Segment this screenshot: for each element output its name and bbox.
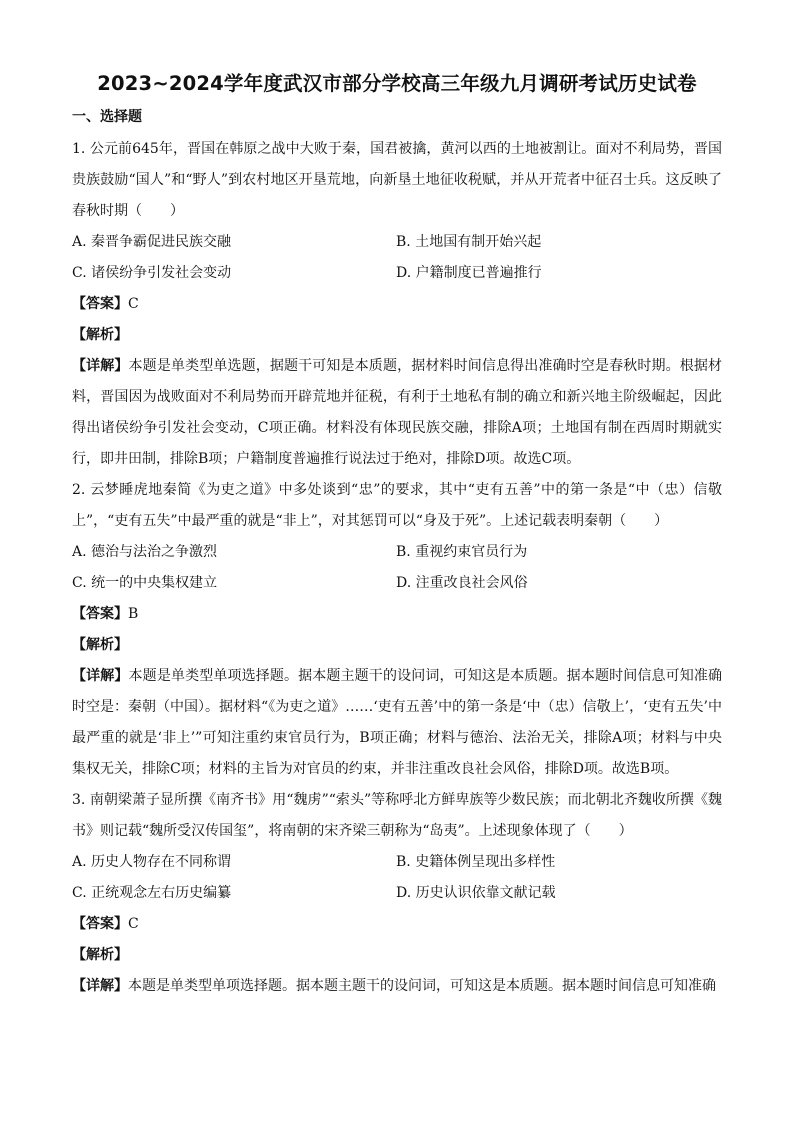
detail-tag: 【详解】: [72, 358, 129, 374]
option-a: A. 历史人物存在不同称谓: [72, 854, 232, 870]
exam-title: 2023~2024学年度武汉市部分学校高三年级九月调研考试历史试卷: [97, 72, 697, 95]
detail-paragraph: [72, 661, 722, 785]
option-d: D. 户籍制度已普遍推行: [396, 265, 542, 281]
option-b: B. 史籍体例呈现出多样性: [396, 854, 556, 870]
question-stem: 1. 公元前645年，晋国在韩原之战中大败于秦，国君被擒，黄河以西的土地被割让。面对不利局势，晋国贵族鼓励“国人”和“野人”到农村地区开垦荒地，向新垦土地征收税赋，并从开荒者中征召士兵。这反映了春秋时期（ ）: [72, 141, 722, 219]
analysis-tag: 【解析】: [72, 327, 128, 343]
option-d: D. 历史认识依靠文献记载: [396, 885, 556, 901]
option-c: C. 正统观念左右历史编纂: [72, 885, 232, 901]
question-2: [72, 475, 722, 785]
option-d: D. 注重改良社会风俗: [396, 575, 528, 591]
question-stem: 3. 南朝梁萧子显所撰《南齐书》用“魏虏”“索头”等称呼北方鲜卑族等少数民族；而北朝北齐魏收所撰《魏书》则记载“魏所受汉传国玺”，将南朝的宋齐梁三朝称为“岛夷”。上述现象体现了（ ）: [72, 792, 722, 839]
answer-tag: 【答案】: [72, 606, 128, 622]
detail-text: 本题是单类型单项选择题。据本题主题干的设问词，可知这是本质题。据本题时间信息可知准确时空是：秦朝（中国）。据材料“《为吏之道》……‘吏有五善’中的第一条是‘中（忠）信敬上’，‘吏有五失’中最严重的就是‘非上’”可知注重约束官员行为，B项正确；材料与德治、法治无关，排除A项；材料与中央集权无关，排除C项；材料的主旨为对官员的约束，并非注重改良社会风俗，排除D项。故选B项。: [72, 668, 723, 777]
option-a: A. 德治与法治之争激烈: [72, 544, 218, 560]
option-b: B. 土地国有制开始兴起: [396, 234, 542, 250]
options: [72, 227, 722, 289]
options: [72, 847, 722, 909]
options: [72, 537, 722, 599]
detail-paragraph: [72, 971, 722, 1002]
detail-tag: 【详解】: [72, 978, 128, 994]
option-a: A. 秦晋争霸促进民族交融: [72, 234, 232, 250]
question-3: [72, 785, 722, 1002]
analysis-tag: 【解析】: [72, 637, 128, 653]
answer-line: [72, 909, 722, 940]
question-list: [72, 134, 722, 1002]
analysis-line: [72, 630, 722, 661]
answer-line: [72, 599, 722, 630]
analysis-line: [72, 940, 722, 971]
option-c: C. 诸侯纷争引发社会变动: [72, 265, 232, 281]
detail-text: 本题是单类型单项选择题。据本题主题干的设问词，可知这是本质题。据本题时间信息可知准确: [128, 978, 716, 994]
answer-value: C: [128, 296, 139, 312]
detail-paragraph: [72, 351, 722, 475]
option-b: B. 重视约束官员行为: [396, 544, 528, 560]
section-heading: 一、选择题: [72, 109, 142, 125]
answer-tag: 【答案】: [72, 916, 128, 932]
answer-tag: 【答案】: [72, 296, 128, 312]
analysis-line: [72, 320, 722, 351]
detail-text: 本题是单类型单选题，据题干可知是本质题，据材料时间信息得出准确时空是春秋时期。根据材料，晋国因为战败面对不利局势而开辟荒地并征税，有利于土地私有制的确立和新兴地主阶级崛起，因此得出诸侯纷争引发社会变动，C项正确。材料没有体现民族交融，排除A项；土地国有制在西周时期就实行，即井田制，排除B项；户籍制度普遍推行说法过于绝对，排除D项。故选C项。: [72, 358, 723, 467]
question-stem: 2. 云梦睡虎地秦简《为吏之道》中多处谈到“忠”的要求，其中“吏有五善”中的第一条是“中（忠）信敬上”，“吏有五失”中最严重的就是“非上”，对其惩罚可以“身及于死”。上述记载表明秦朝（ ）: [72, 482, 722, 529]
answer-value: C: [128, 916, 139, 932]
detail-tag: 【详解】: [72, 668, 129, 684]
analysis-tag: 【解析】: [72, 947, 128, 963]
question-1: [72, 134, 722, 475]
option-c: C. 统一的中央集权建立: [72, 575, 218, 591]
answer-value: B: [128, 606, 139, 622]
answer-line: [72, 289, 722, 320]
